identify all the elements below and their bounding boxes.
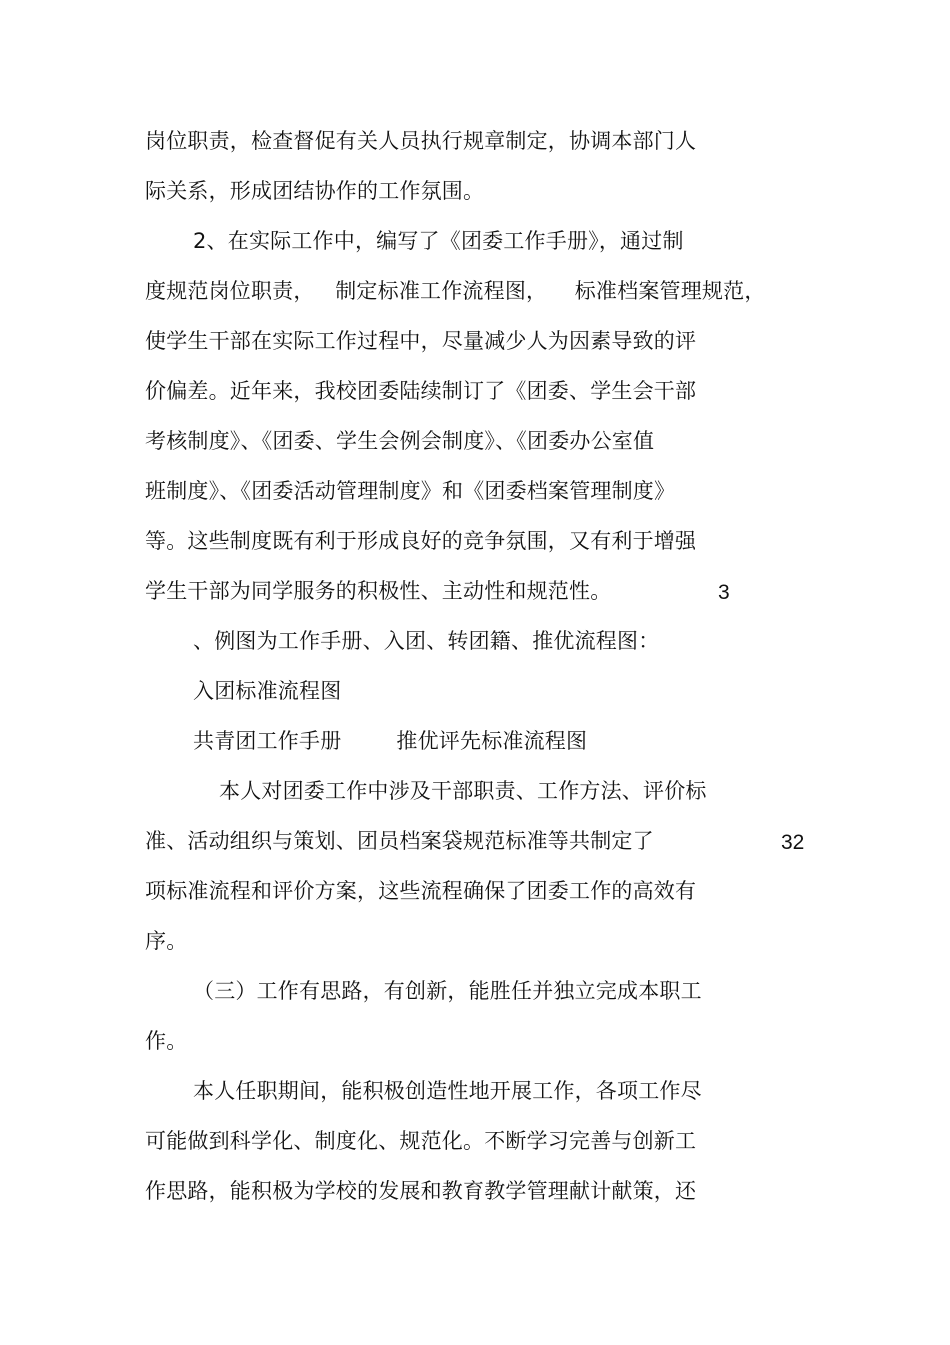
text-line-16: 项标准流程和评价方案，这些流程确保了团委工作的高效有 xyxy=(145,879,697,903)
text-line-20: 本人任职期间，能积极创造性地开展工作，各项工作尽 xyxy=(193,1079,702,1103)
text-line-7: 考核制度》、《团委、学生会例会制度》、《团委办公室值 xyxy=(145,429,655,453)
number-3: 3 xyxy=(718,581,730,604)
text-line-8: 班制度》、《团委活动管理制度》和《团委档案管理制度》 xyxy=(145,479,676,503)
text-line-9: 等。这些制度既有利于形成良好的竞争氛围，又有利于增强 xyxy=(145,529,697,553)
text-line-14: 本人对团委工作中涉及干部职责、工作方法、评价标 xyxy=(219,779,707,803)
text-line-21: 可能做到科学化、制度化、规范化。不断学习完善与创新工 xyxy=(145,1129,697,1153)
text-line-3: 2、在实际工作中，编写了《团委工作手册》，通过制 xyxy=(193,229,684,253)
text-line-18: （三）工作有思路，有创新，能胜任并独立完成本职工 xyxy=(193,979,702,1003)
text-line-1: 岗位职责，检查督促有关人员执行规章制定，协调本部门人 xyxy=(145,129,697,153)
text-line-2: 际关系，形成团结协作的工作氛围。 xyxy=(145,179,485,203)
text-line-10: 学生干部为同学服务的积极性、主动性和规范性。 xyxy=(145,579,612,603)
text-line-17: 序。 xyxy=(145,929,188,953)
text-line-6: 价偏差。近年来，我校团委陆续制订了《团委、学生会干部 xyxy=(145,379,697,403)
text-line-13: 共青团工作手册 推优评先标准流程图 xyxy=(193,729,588,753)
text-line-5: 使学生干部在实际工作过程中，尽量减少人为因素导致的评 xyxy=(145,329,697,353)
number-32: 32 xyxy=(781,831,805,854)
text-line-12: 入团标准流程图 xyxy=(193,679,342,703)
text-line-22: 作思路，能积极为学校的发展和教育教学管理献计献策，还 xyxy=(145,1179,697,1203)
text-line-15: 准、活动组织与策划、团员档案袋规范标准等共制定了 xyxy=(145,829,654,853)
text-line-19: 作。 xyxy=(145,1029,188,1053)
text-line-11: 、例图为工作手册、入团、转团籍、推优流程图： xyxy=(193,629,660,653)
text-line-4: 度规范岗位职责， 制定标准工作流程图， 标准档案管理规范， xyxy=(145,279,766,303)
